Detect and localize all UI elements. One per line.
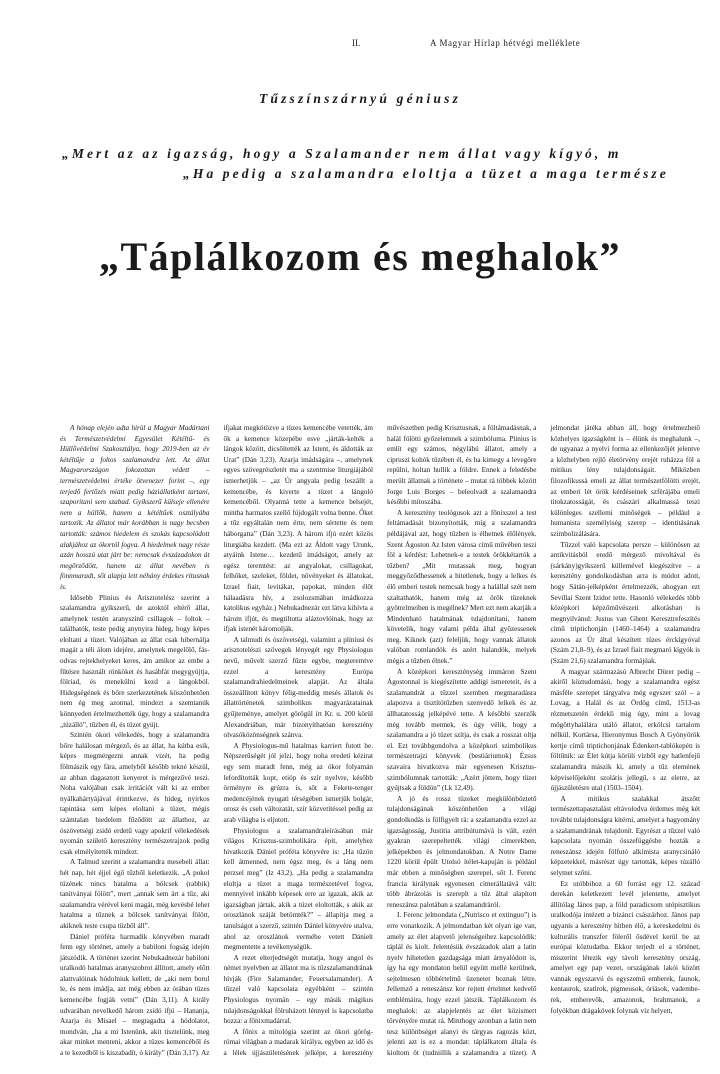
pull-quote-line-2: „Ha pedig a szalamandra eloltja a tüzet a maga természe (183, 166, 669, 181)
body-paragraph: A keresztény teológusok azt a főnixszel a test feltámadását bizonyították, míg a szalamandra példájával azt, hogy tűzben is élhetnek élőlények. Szent Ágoston Az Isten városa című művében teszi föl a kérdést: Lehetnek-e a testek örökkétartók a tűzben? „Mit mutassak meg, hogyan meggyőződhessenek a hitetlenek, hogy a lelkes és élő emberi testek nemcsak hogy a halállal szét nem szaltathatók, hanem még az örök tüzeknek gyötrelmeiben is megélnek? Mert ezt nem akarják a Mindenható hatalmának tulajdonítani, hanem követelik, hogy valami példa által győzessenek meg. Kiknek (azt) feleljük, hogy vannak állatok valóban romlandók és azért halandók, melyek mégis a tűzben élnek.” (387, 508, 537, 666)
body-paragraph: I. Ferenc jelmondata („Nutrisco et extinguo”) is erre vonatkozik. A jelmondatban két olyan ige van, amely az élet alapvető jelenségeihez kapcsolódik: táplál és kiolt. Jelentésük évszázadok alatt a latin nyelv hihetetlen gazdagsága miatt árnyalódott is, így ha egy mondaton belül együtt mellé kerülnek, sejtelmesen többértelmű üzenetet hoznak létre. Jellemző a reneszánsz kor rejtett értelmet kedvelő emblémáira, hogy ezzel játszik. Táplálkozom és meghalok: az alapjelentés az élet közismert törvényére mutat rá. Minthogy azonban a latin nem tesz különbséget alanyi és tárgyas ragozás közt, jelenti azt is ez a mondat: táplálkatom általa és kioltom őt (tudniillik a szalamandra a tüzet). A jelmondat játéka abban áll, hogy értelmezhető közhelyes igazságként is – élünk és meghalunk –, de ugyanaz a nyelvi forma az ellenkezőjét jelentve a közhelyben rejlő életörvény erejét ruházza föl a mitikus lény tulajdonságait. Miközben filozofikussá emeli az állat természetfölötti erejét, az emberi lét örök kérdéseinek szférájába emeli titokzatosságát, és császári alkalmassá teszi különleges szellemi minőségek – például a humanista személyiség szerep – identitásának szimbolizálására. (387, 424, 700, 1058)
body-paragraph: Ez utóbbihoz a 60 forrást egy 12. század derekán keletkezett levél jelentette, amelyet állítólag János pap, a föld paradicsom utópisztikus uralkodója intézett a bizánci császárhoz. János pap ugyanis a keresztény hitben élő, a kereskedelmi és kulturális transzfer föleről ősdével kerül be az európai köztudatba. Ekkor terjedt el a történet, miszerint létezik egy távoli keresztény ország, amelyet egy pap vezet, országának lakói között vannak egyszarvú és egyszemű emberek, faunok, kentaurok, szatírok, pigmeusok, óriások, vademberek, emberevők, amazonok, brahmanok, a folyókban drágakövek folynak víz helyett, (550, 879, 700, 1015)
body-paragraph: A Physiologus-mű hatalmas karriert futott be. Népszerűségét jól jelzi, hogy noha eredeti kézirat egy sem maradt fenn, még az ókor folyamán lefordították kopt, etióp és szír nyelvre, később örményre és grúzra is, sőt a Fekete-tenger medencéjének nyugati térségében ismerjük bolgár, orosz és cseh változatát, szír közvetítéssel pedig az arab világba is eljutott. (223, 741, 373, 824)
body-paragraph: A talmudi és ószövetségi, valamint a plíniusi és arisztotelészi szövegek lényegét egy Physiologus nevű, művelt szerző fűzte egybe, megteremtve ezzel a keresztény Európa szalamandrahiedelmeinek alapját. Az általa összeállított könyv félig-meddig mesés állatok és állattörténetek szimbolikus magyarázatainak gyűjteménye, amelyet görögül írt Kr. u. 200 körül Alexandriában, már bizonyíthatóan keresztény olvasóközönségnek szánva. (223, 635, 373, 740)
body-paragraph: A középkori kereszténység immáron Szent Ágostonnal is kiegészítette addigi ismereteit, és a szalamandrát a tűzzel szemben megmaradásra alapozva a tisztítótűzben szenvedő lelkek és az állhatatosság jelképévé tette. A későbbi szerzők még tovább mennek, és úgy vélik, hogy a szalamandra a jó tüzet szítja, és csak a rosszat oltja el. Ezt továbbgondolva a középkori szimbolikus természetrajzi könyvek (bestiáriumok) Ézsus szavaira hivatkozva már egyenesen Krisztus-szimbólumnak tartották: „Azért jöttem, hogy tüzet gyújtsak a földön” (Lk 12,49). (387, 667, 537, 793)
publication-name: A Magyar Hírlap hétvégi melléklete (430, 38, 581, 48)
body-paragraph: Physiologus a szalamandraleírásában már világos Krisztus-szimbolikára épít, amelyhez hivatkozik Dániel próféta könyvére is: „Ha tűzön kell átmenned, nem égsz meg, és a láng nem perzsel meg” (Iz 43,2). „Ha pedig a szalamandra eloltja a tüzet a maga természetével fogva, mennyivel inkább képesek erre az igazak, akik az igazságban jártak, akik a tüzet eloltották, s akik az oroszlánok száját betömték?” – állapítja meg a tanulságot a szerző, szintén Dániel könyvére utalva, ahol az oroszlánok vermébe vetett Dánielt megmentette a tevékenységük. (223, 826, 373, 952)
article-headline: „Táplálkozom és meghalok” (99, 234, 621, 279)
body-paragraph: A főnix a mitológia szerint az ókori görög-római világban a madarak királya, egyben az idő és a lélek újjászületésének jelképe, a keresztény művészetben pedig Krisztusnak, a föltámadásnak, a halál fölötti győzelemnek a szimbóluma. Plinius is említ egy számos, négylábú állatot, amely a cipruszi kohók tüzében él, és ha kimegy a levegőre repülni, holtan hullik a földre. Ennek a feledésbe merült állatnak a története – mutat rá többek között Jorge Luis Borges – beleolvadt a szalamandra későbbi mítoszába. (223, 424, 537, 1058)
page-number: II. (352, 38, 361, 48)
body-paragraph: Idősebb Plinius és Arisztotelész szerint a szalamandra gyíkszerű, de azoktól eltérő állat, amelynek testén aranyszínű csillagok – foltok – találhatók, teste pedig anynyira hideg, hogy képes eloltani a tüzet. Valójában az állat csak hibernálja magát a téli álom idejére, amelynek megelőlő, fás-odvas rejtekhelyeket keres, ám amikor az embe a fűtésre használt rönköket és hasábfát megygyújtja, fölriad, és menekülni kezd a lángokból. Hidegségének és bőre szerkezetének köszönhetően nem ég meg azonnal, mindezt a szemtanúk könnyeden értelmezhették úgy, hogy a szalamandra „túzálló”, tűzben él, és tüzet gyújt. (60, 593, 210, 729)
body-paragraph: A rezet elterjedtségét mutatja, hogy angol és német nyelvben az állatot ma is tűzszalamandrának hívják (Fire Salamander, Feuersalamander). A tűzzel való kapcsolata egyébként – szintén Physiologus nyomán – egy másik mágikus tulajdonságokkal fölruházott lénnyel is kapcsolatba hozza: a főnixmadárral. (223, 953, 373, 1026)
body-paragraph: A mitikus szalakkal átszőtt természettapasztalást eltávolodva érdemes még két további tulajdonságra kitérni, amelyet a hagyomány a szalamandrának tulajdonít. Egyrészt a tűzzel való kapcsolata nyomán összefüggésbe hozták a reneszánsz idején fölfutó alkimista aranycsináló képzetekkel, másrészt úgy tartották, képes túzálló selymet szőni. (550, 794, 700, 877)
article-body (60, 423, 700, 1063)
body-paragraph: A jó és rossz tüzeket megkülönböztető tulajdonságának köszönhetően a világi gondolkodás is fölfigyelt rá: a szalamandra ezzel az igazságosság, Justitia attribútumává is vált, ezért gyakran szerepeltették világi címerekben, jelképekben és jelmondatokban. A Notre Dame 1220 körül épült Utolsó ítélet-kapuján is például már ebben a minőségben szerepel, sőt I. Ferenc francia királynak egyenesen címerállatává vált: több ábrázolás is szereplt a tűz által alapított reneszánsz palotában a szalamandráról. (387, 794, 537, 909)
article-kicker: Tűzszínszárnyú géniusz (258, 91, 462, 106)
lead-paragraph: A hónap elején adta hírül a Magyar Madártani és Természetvédelmi Egyesület Kétéltű- és Hüllővédelmi Szakosztálya, hogy 2019-ben az év kétéltűje a foltos szalamandra lett. Az állat Magyarországon fokozottan védett – természetvédelmi értéke ötvenezer forint –, egy terjedő fertőzés miatt pedig háziállatként tartani, szaporítani sem szabad. Gyíkszerű külseje ellenére nem a hüllők, hanem a kétéltűek osztályába tartozik. Az állatot már korábban is nagy becsben tartották: számos hiedelem és szokás kapcsolódott alakjához az ókortól fogva. A hiedelmek nagy része azán hosszú utat járt be: nemcsak évszázadokon át megőrződött, hanem az állat nevében is fönnmaradt, sőt alapja lett néhány érdekes rítusnak is. (60, 424, 210, 591)
body-paragraph: A magyar származású Albrecht Dürer pedig – akiről köztudomású, hogy a szalamandra egész másféle szerepet tárgyalva még egyszer szól – a Lovag, a Halál és az Ördög című, 1513-as rézmetszetén érdekli mig úgy, mint a lovag mögöttyhalálára utáló állatot, erkölcsi tartalom nélkül. Kortársa, Hieronymus Bosch A Gyönyörök kertje című triptichonjának Édenkert-tablókepén is föltűnik: az Élet kútja körüli vízből egy hatlenfejű szalamandra mászik ki, amely a tűz elemének képviselőjeként szoláris jellegű, s az eletre, az újjászületésre utal (1503–1504). (550, 667, 700, 793)
body-paragraph: Dániel próféta harmadik könyvében maradt fenn egy történet, amely a babiloni fogság idején játszódik. A történet szerint Nebukadnezár babiloni uralkodó hatalmas aranyszobrot állított, amely előtt alattvalóinak hódolniuk kellett, de „aki nem borul le, és nem imádja, azt még ebben az órában tüzes kemencébe fogják vetni” (Dán 3,11). A király udvarában nevelkedő három zsidó ifjú – Hananja, Azarja és Misael – megtagadta a hódolatot, mondván, „ha a mi Istenünk, akit tisztelünk, meg akar minket menteni, akkor a tüzes kemencéből és a te kezedből is kiszabadít, ó király” (Dán 3,17). Az ifjakat megkötözve a tüzes kemencébe vetették, ám ők a kemence közepébe esve „járták-kelték a lángok között, dicsőítették az Istent, és áldották az Urat” (Dán 3,23). Azarja imádságára –, amelynek egyes szövegrészletét ma a szentmise liturgiájából ismerhetjük – „az Úr angyala pedig leszállt a kemencébe, és kiverte a tüzet a lángoló kemencéből. Olyanná tette a kemence belsejét, mintha harmatos szellő fújdogált volna benne. Őket a tűz egyáltalán nem érte, nem sértette és nem háborgatta” (Dán 3,23). A három ifjú ezért közös liturgiába kezdett. (Ma ezt az Áldott vagy Urunk, atyáink Istene… kezdetű imádságot, amely az egész teremtést: az angyalokat, csillagokat, felhőket, szeleket, földet, növényeket és állatokat, Izrael fiait, levitákat, papokat, minden élőt hálaadásra hív, a zsolozsmában imádkozza katolikus egyház.) Nebukadnezár ezt látva kihívta a három ifjút, és megtiltotta aláztovlóinak, hogy az ifjak istenét káromolják. (60, 424, 373, 1058)
body-paragraph: Tűzzel való kapcsolata persze – különösen az antikvitásból eredő mérgező mivoltával és (sárkány)gyíkszerű külleméveI kiegészítve – a keresztény gondolkodásban arra is módot adott, hogy Sátán-jelképként értelmezzék, ahogyan ezt Sevillai Szent Izidor tette. Hasonló vélekedés több középkori képzőművészeti alkotásban is megnyilvánul: Justus van Ghent Keresztrefeszítés című triptichonján (1460–1464) a szalamandra azonos az Úr által készített tüzes érckígyóval (Szám 21,8–9), és az Izrael fiait megmaró kígyók is (Szám 21,6) szalamandra formájúak. (550, 540, 700, 666)
body-paragraph: A Talmud szerint a szalamandra mesebeli állat: hét nap, hét éjjel égő tűzből keletkezik. „A pokol tüzének nincs hatalma a bölcsek (rabbik) tanítványai fölött”, mert „annak sem árt a tűz, aki szalamandra vérével keni magát, még kevésbé lehet hatalma a tűznek a bölcsek tanítványai fölött, akiknek teste csupa tűzből áll”. (60, 858, 210, 930)
body-paragraph: Szintén ókori vélekedés, hogy a szalamandra bőre halálosan mérgező, és az állat, ha kútba esik, képes megmérgezni annak vizét, ha pedig fölmászik egy fára, amelyből később tekné készül, az abban dagasztott kenyeret is mérgezővé teszi. Noha valójában csak irritációt vált ki az ember nyálkahártyájával érintkezve, és hideg, nyirkos tapintása sem képes eloltani a tüzet, mégis számtalan hiedelem fűződött az állathoz, az ószövetségi zsidó erdetű vagy apokrif vélekedések nyomán születő keresztény természetrajzok pedig csak elmélyítették mindezt. (60, 731, 210, 856)
pull-quote-line-1: „Mert az az igazság, hogy a Szalamander nem állat vagy kígyó, m (62, 146, 622, 161)
